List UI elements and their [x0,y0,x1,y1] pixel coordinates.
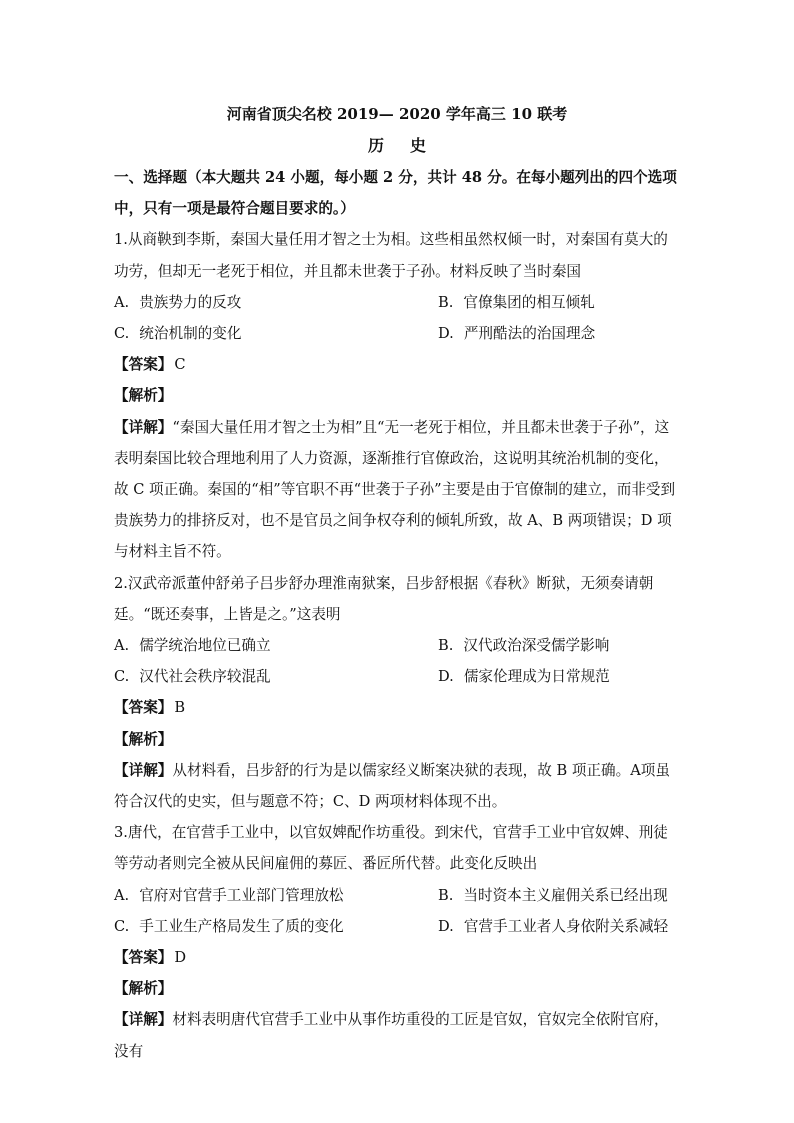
option-c: C. 统治机制的变化 [114,325,242,343]
detail-paragraph: 【详解】材料表明唐代官营手工业中从事作坊重役的工匠是官奴，官奴完全依附官府，没有 [114,1011,669,1060]
option-a: A. 官府对官营手工业部门管理放松 [114,886,344,904]
option-d: D. 儒家伦理成为日常规范 [438,668,610,686]
option-b: B. 官僚集团的相互倾轧 [438,293,595,311]
option-b: B. 汉代政治深受儒学影响 [438,637,610,655]
options-list [114,630,682,692]
answer-value: D [174,949,187,967]
option-c: C. 汉代社会秩序较混乱 [114,668,271,686]
option-c: C. 手工业生产格局发生了质的变化 [114,917,344,935]
exam-content [114,162,682,1067]
answer-value: C [174,356,186,374]
section-heading: 一、选择题（本大题共 24 小题，每小题 2 分，共计 48 分。在每小题列出的四个选项中，只有一项是最符合题目要求的。） [114,169,677,218]
option-d: D. 严刑酷法的治国理念 [438,325,596,343]
answer-line: 【答案】 B [114,699,186,717]
option-a: A. 贵族势力的反攻 [114,293,242,311]
question-stem: 1.从商鞅到李斯，秦国大量任用才智之士为相。这些相虽然权倾一时，对秦国有莫大的功劳，但却无一老死于相位，并且都未世袭于子孙。材料反映了当时秦国 [114,231,668,280]
exam-subject: 历史 [367,136,452,155]
option-a: A. 儒学统治地位已确立 [114,637,271,655]
detail-paragraph: 【详解】“秦国大量任用才智之士为相”且“无一老死于相位，并且都未世袭于子孙”，这表明秦国比较合理地利用了人力资源，逐渐推行官僚政治，这说明其统治机制的变化，故 C 项正确。秦国的“相”等官职不再“世袭于子孙”主要是由于官僚制的建立，而非受到贵族势力的排挤反对，也不是官员之间争权夺利的倾轧所致，故 A、B 两项错误；D 项与材料主旨不符。 [114,418,676,561]
answer-line: 【答案】 C [114,356,186,374]
question-1 [114,224,682,567]
analysis-tag: 【解析】 [114,387,173,405]
detail-paragraph: 【详解】从材料看，吕步舒的行为是以儒家经义断案决狱的表现，故 B 项正确。A项虽符合汉代的史实，但与题意不符；C、D 两项材料体现不出。 [114,761,670,811]
answer-line: 【答案】 D [114,949,187,967]
question-stem: 3.唐代，在官营手工业中，以官奴婢配作坊重役。到宋代，官营手工业中官奴婢、刑徒等劳动者则完全被从民间雇佣的募匠、番匠所代替。此变化反映出 [114,824,668,873]
options-list [114,880,682,942]
answer-value: B [174,699,186,717]
analysis-tag: 【解析】 [114,730,173,748]
exam-title: 河南省顶尖名校 2019— 2020 学年高三 10 联考 [226,105,568,123]
question-stem: 2.汉武帝派董仲舒弟子吕步舒办理淮南狱案，吕步舒根据《春秋》断狱，无须奏请朝廷。“既还奏事，上皆是之。”这表明 [114,574,654,623]
option-b: B. 当时资本主义雇佣关系已经出现 [438,886,668,904]
analysis-tag: 【解析】 [114,980,173,998]
question-3 [114,817,682,1067]
options-list [114,287,682,349]
question-2 [114,568,682,818]
option-d: D. 官营手工业者人身依附关系减轻 [438,917,669,935]
